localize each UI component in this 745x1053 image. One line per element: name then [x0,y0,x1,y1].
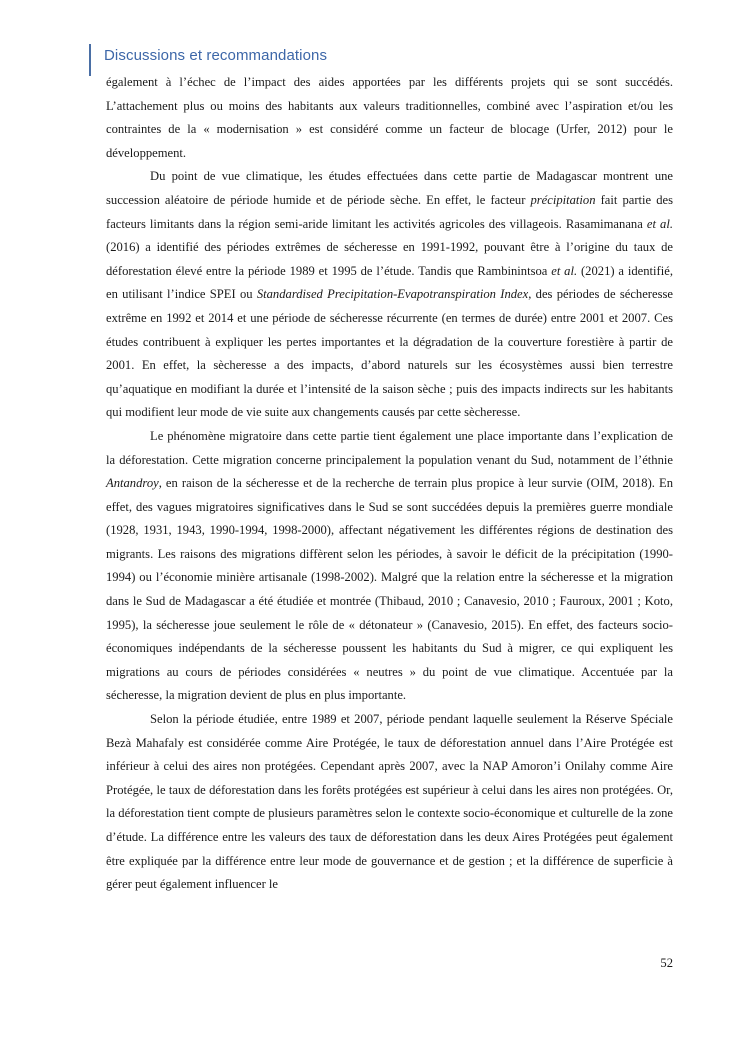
text-run: Du point de vue climatique, les études effectuées dans cette partie de Madagascar montrent une succession aléatoire de période humide et de période sèche. En effet, le facteur [106,169,673,207]
header-accent-bar [89,44,91,76]
text-run: (2016) a identifié des périodes extrêmes de sécheresse en 1991-1992, pouvant être à l’origine du taux de déforestation élevé entre la période 1989 et 1995 de l’étude. Tandis que Rambinintsoa [106,240,673,278]
page-number: 52 [660,956,673,970]
paragraph-continuation: également à l’échec de l’impact des aides apportées par les différents projets qui se sont succédés. L’attachement plus ou moins des habitants aux valeurs traditionnelles, combiné avec l’aspiration et/ou les contraintes de la « modernisation » est considéré comme un facteur de blocage (Urfer, 2012) pour le développement. [106,75,673,160]
text-run: fait partie des facteurs limitants dans la région semi-aride limitant les activités agricoles des villageois. Rasamimanana [106,192,673,231]
text-run: (2021) a identifié, en utilisant l’indice SPEI ou [106,263,673,302]
italic-term: Antandroy [106,476,159,491]
italic-term: et al. [551,263,578,278]
body-text [106,71,673,897]
paragraph-migration [106,425,673,708]
italic-term: précipitation [530,192,596,207]
paragraph-climate [106,165,673,425]
paragraph-protected-areas: Selon la période étudiée, entre 1989 et 2007, période pendant laquelle seulement la Réserve Spéciale Bezà Mahafaly est considérée comme Aire Protégée, le taux de déforestation annuel dans l’Aire Protégée est inférieur à celui des aires non protégées. Cependant après 2007, avec la NAP Amoron’i Onilahy comme Aire Protégée, le taux de déforestation dans les forêts protégées est supérieur à celui dans les aires non protégées. Or, la déforestation tient compte de plusieurs paramètres selon le contexte socio-économique et culturelle de la zone d’étude. La différence entre les valeurs des taux de déforestation dans les deux Aires Protégées peut également être expliquée par la différence entre leur mode de gouvernance et de gestion ; et la différence de superficie à gérer peut également influencer le [106,712,673,892]
text-run: Le phénomène migratoire dans cette partie tient également une place importante dans l’explication de la déforestation. Cette migration concerne principalement la population venant du Sud, notamment de l’éthnie [106,428,673,467]
italic-term: Standardised Precipitation-Evapotranspiration Index [256,287,529,302]
text-run: , en raison de la sécheresse et de la recherche de terrain plus propice à leur survie (OIM, 2018). En effet, des vagues migratoires significatives dans le Sud se sont succédées depuis la premières guerre mondiale (1928, 1931, 1943, 1990-1994, 1998-2000), affectant négativement les différentes régions de destination des migrants. Les raisons des migrations diffèrent selon les périodes, à savoir le déficit de la précipitation (1990-1994) ou l’économie minière artisanale (1998-2002). Malgré que la relation entre la sécheresse et la migration dans le Sud de Madagascar a été étudiée et montrée (Thibaud, 2010 ; Canavesio, 2010 ; Fauroux, 2001 ; Koto, 1995), la sécheresse joue seulement le rôle de « détonateur » (Canavesio, 2015). En effet, des facteurs socio-économiques indépendants de la sécheresse poussent les habitants du Sud à migrer, ce qui expliquent les migrations au cours de périodes considérées « neutres » du point de vue climatique. Accentuée par la sécheresse, la migration devient de plus en plus importante. [106,476,673,703]
italic-term: et al. [646,216,674,231]
section-header-title: Discussions et recommandations [104,47,328,64]
text-run: , des périodes de sécheresse extrême en 1992 et 2014 et une période de sécheresse récurrente (en termes de durée) entre 2001 et 2007. Ces études contribuent à expliquer les pertes importantes et la dégradation de la couverture forestière à partir de 2001. En effet, la sècheresse a des impacts, d’abord naturels sur les écosystèmes aussi bien terrestre qu’aquatique en modifiant la durée et l’intensité de la saison sèche ; puis des impacts indirects sur les habitants qui modifient leur mode de vie suite aux changements causés par cette sècheresse. [106,287,673,420]
